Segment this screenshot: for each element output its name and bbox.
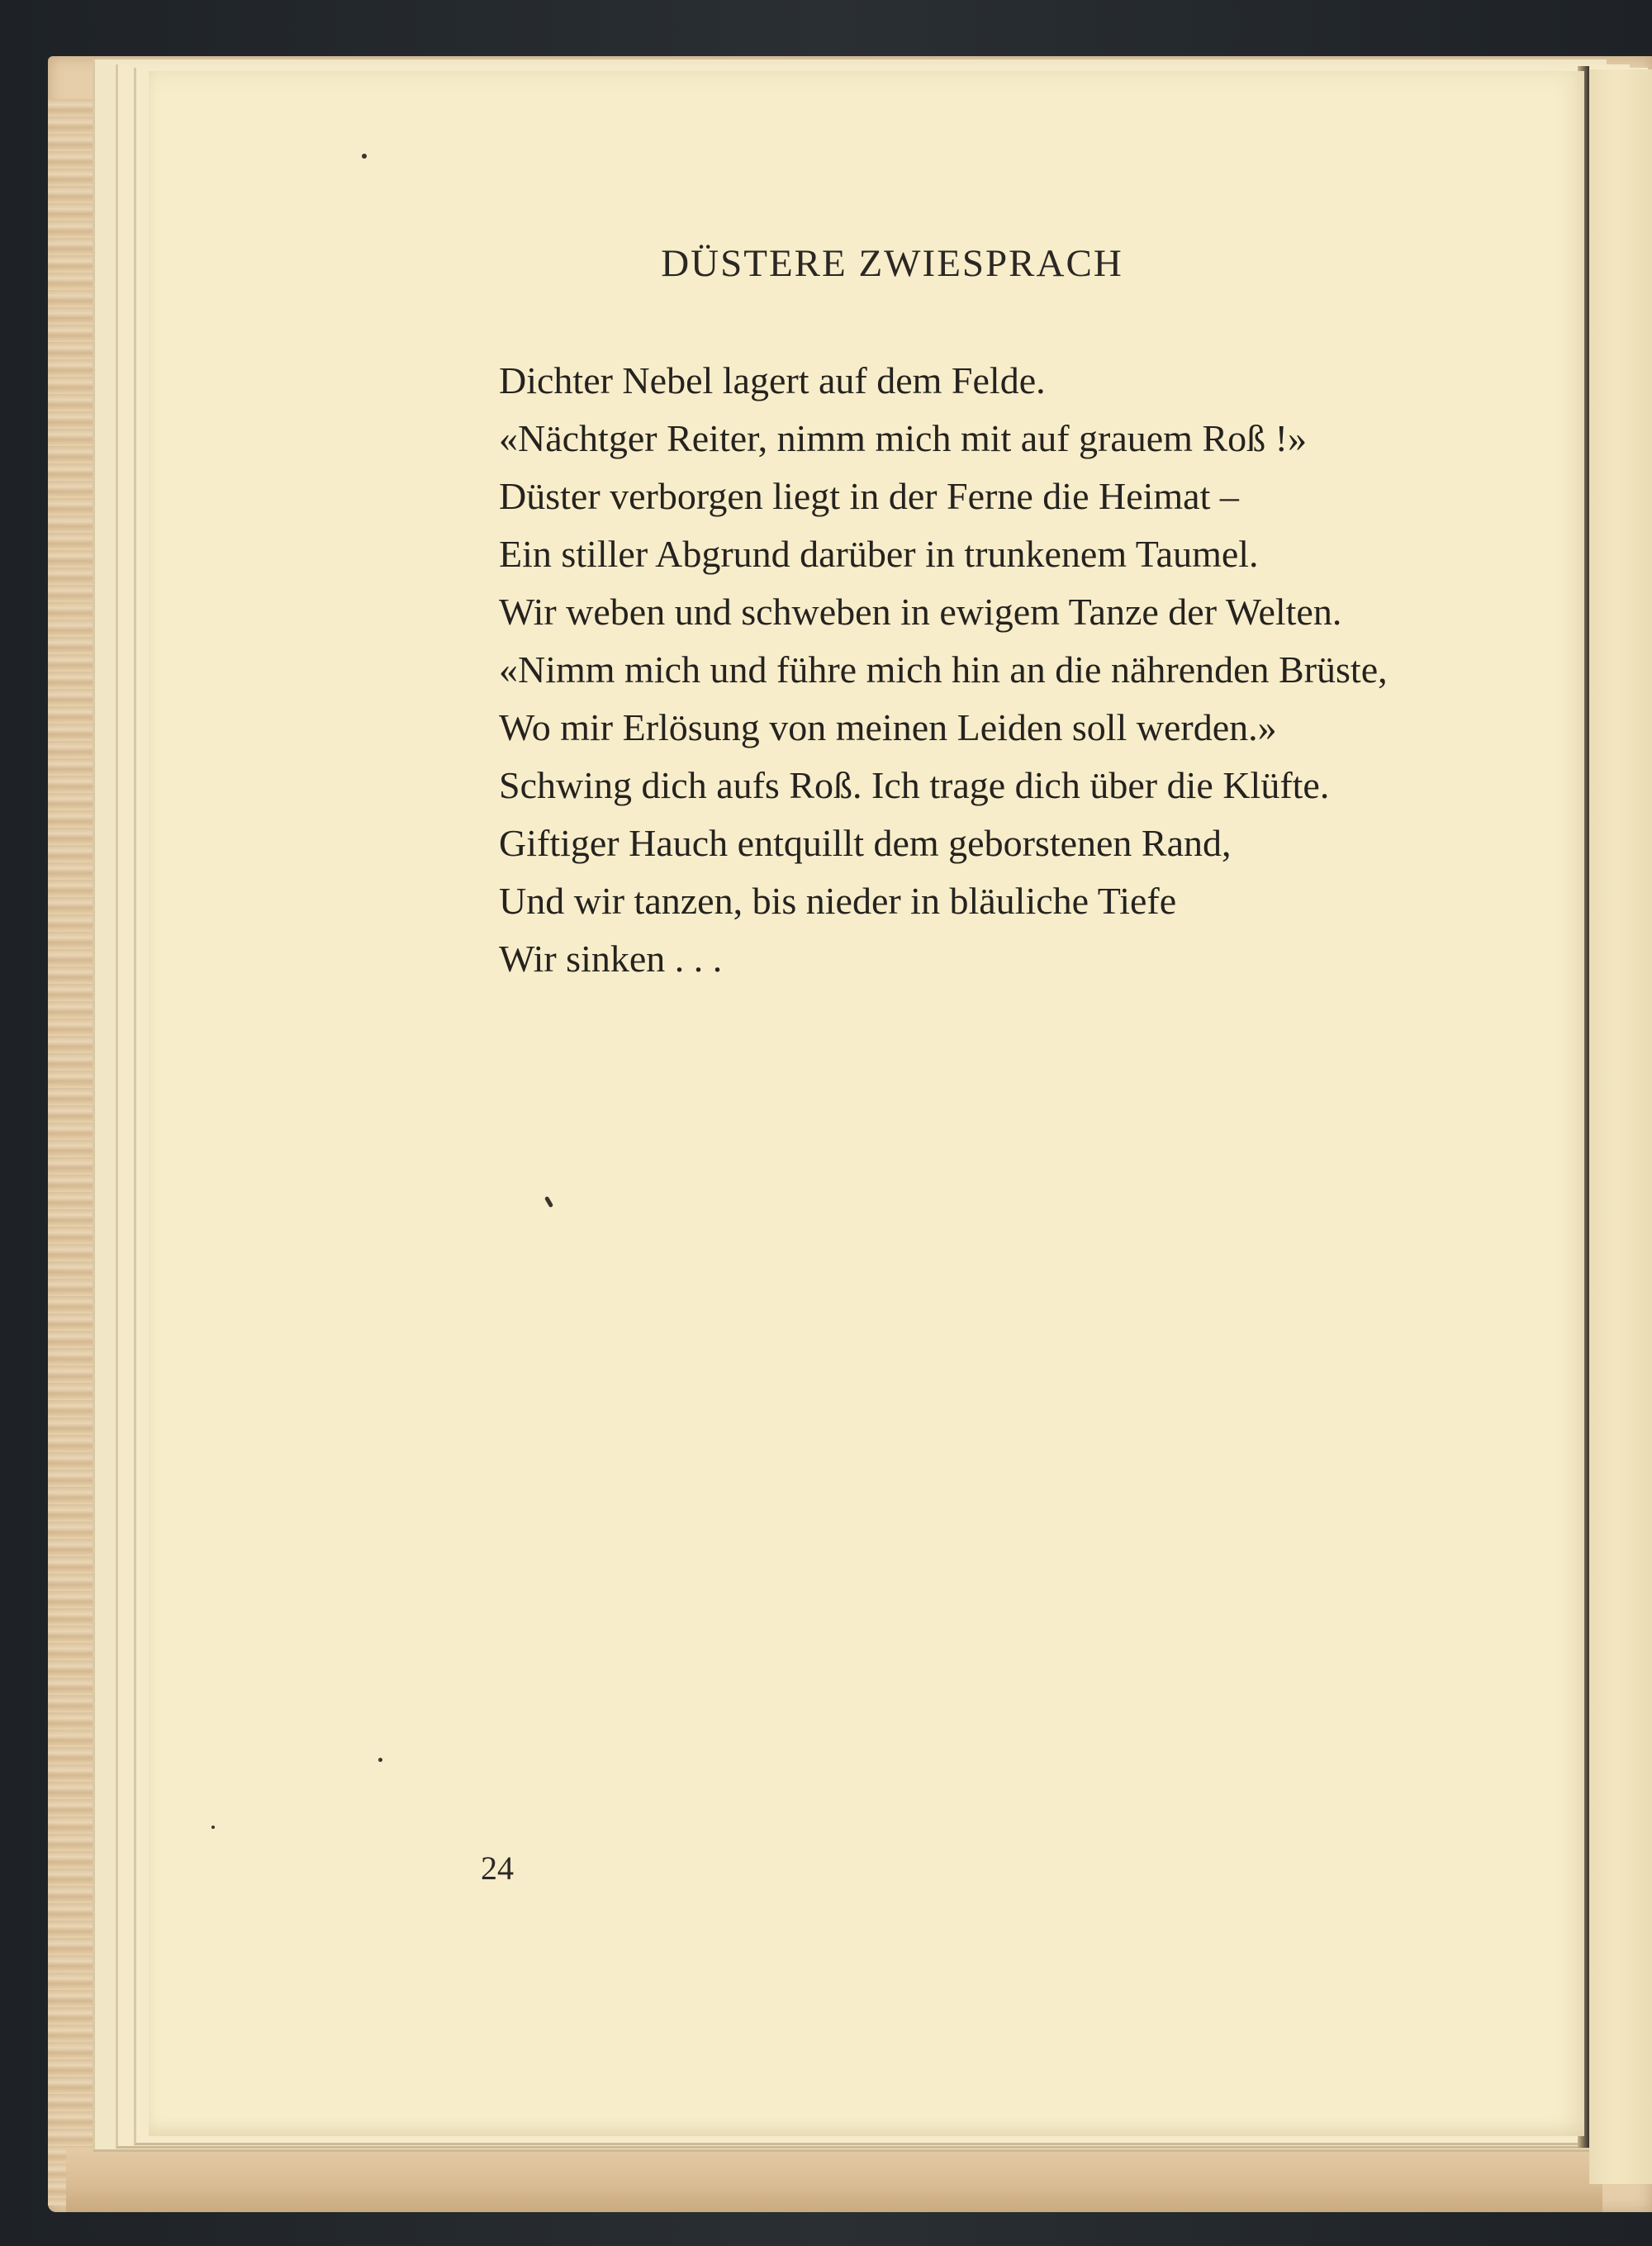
paper-speck	[378, 1758, 382, 1762]
poem-line: «Nächtger Reiter, nimm mich mit auf grauem Roß !»	[499, 417, 1307, 459]
page-number: 24	[481, 1850, 514, 1887]
paper-speck	[211, 1826, 215, 1829]
facing-page-edge	[1589, 69, 1652, 2184]
poem-line: Dichter Nebel lagert auf dem Felde.	[499, 359, 1046, 401]
poem-line: Wir weben und schweben in ewigem Tanze der Welten.	[499, 591, 1342, 633]
poem-line: Ein stiller Abgrund darüber in trunkenem Taumel.	[499, 533, 1259, 575]
poem-line: Wo mir Erlösung von meinen Leiden soll werden.»	[499, 706, 1277, 748]
poem-line: «Nimm mich und führe mich hin an die nährenden Brüste,	[499, 648, 1388, 691]
poem-line: Düster verborgen liegt in der Ferne die Heimat –	[499, 475, 1239, 517]
poem-line: Und wir tanzen, bis nieder in bläuliche Tiefe	[499, 880, 1177, 922]
paper-speck	[362, 154, 367, 159]
poem-text	[499, 352, 1564, 988]
deckle-edge-bottom	[66, 2148, 1602, 2212]
poem-line: Schwing dich aufs Roß. Ich trage dich über die Klüfte.	[499, 764, 1330, 806]
poem-line: Wir sinken . . .	[499, 938, 723, 980]
poem-title: DÜSTERE ZWIESPRACH	[661, 242, 1123, 285]
poem-line: Giftiger Hauch entquillt dem geborstenen Rand,	[499, 822, 1232, 864]
